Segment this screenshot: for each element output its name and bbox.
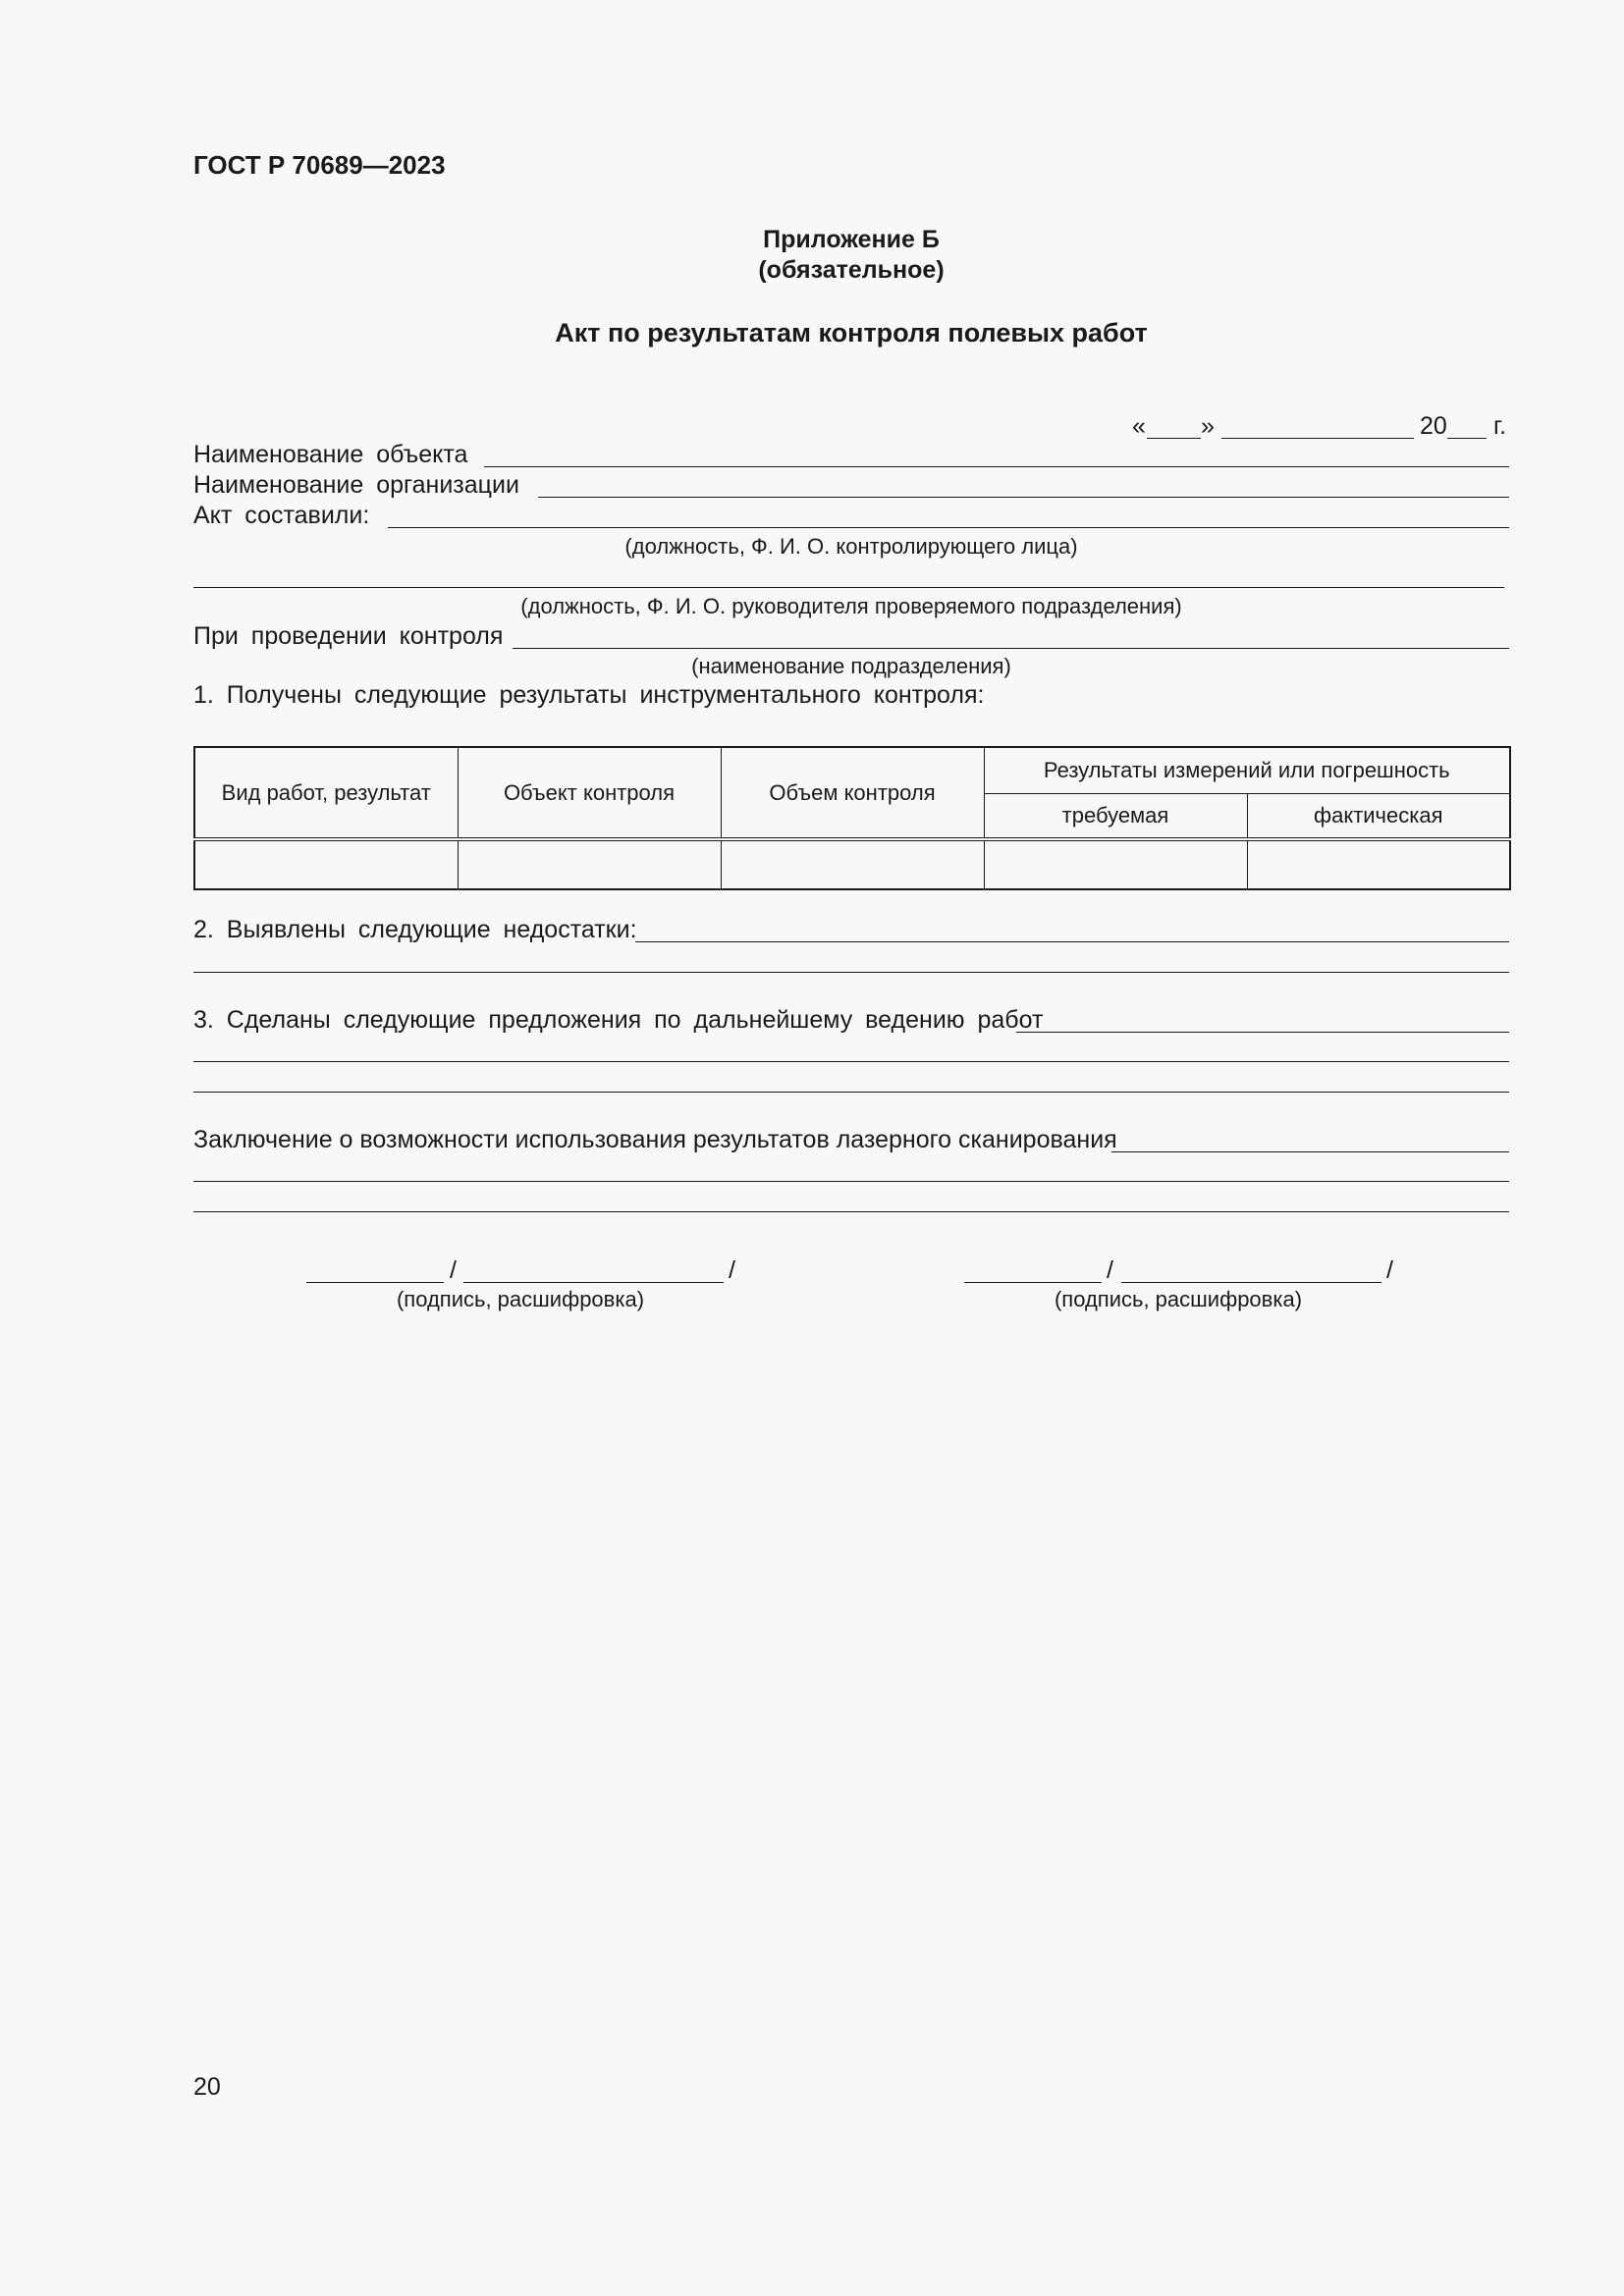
manager-blank[interactable] [193, 587, 1504, 588]
table-cell[interactable] [194, 839, 458, 889]
date-year-blank[interactable] [1447, 438, 1487, 439]
table-cell[interactable] [458, 839, 721, 889]
control-during-blank[interactable] [513, 648, 1509, 649]
table-cell[interactable] [721, 839, 984, 889]
signature-left-sign-blank[interactable] [306, 1282, 444, 1283]
signature-right-name-blank[interactable] [1121, 1282, 1381, 1283]
signature-right-slash-2: / [1386, 1256, 1393, 1284]
organization-name-label: Наименование организации [193, 471, 519, 499]
section-3-blank-2[interactable] [193, 1061, 1509, 1062]
table-cell[interactable] [1247, 839, 1510, 889]
appendix-status: (обязательное) [758, 256, 945, 284]
control-during-hint: (наименование подразделения) [691, 654, 1011, 678]
appendix-title: Приложение Б [763, 226, 940, 253]
results-table [193, 746, 1511, 890]
date-open-quote: « [1132, 412, 1146, 440]
table-header-control-volume: Объем контроля [721, 747, 984, 839]
signature-left-name-blank[interactable] [463, 1282, 724, 1283]
date-month-blank[interactable] [1221, 438, 1414, 439]
signature-right-slash-1: / [1107, 1256, 1113, 1284]
date-year-suffix: г. [1493, 412, 1507, 440]
conclusion-blank-2[interactable] [193, 1181, 1509, 1182]
control-during-label: При проведении контроля [193, 622, 504, 650]
table-row [194, 839, 1510, 889]
conclusion-blank-1[interactable] [1111, 1151, 1509, 1152]
conclusion-text: Заключение о возможности использования результатов лазерного сканирования [193, 1126, 1117, 1153]
compiled-by-hint: (должность, Ф. И. О. контролирующего лица) [624, 534, 1078, 559]
object-name-blank[interactable] [484, 466, 1509, 467]
compiled-by-blank[interactable] [388, 527, 1509, 528]
table-header-work-type: Вид работ, результат [194, 747, 458, 839]
organization-name-blank[interactable] [538, 497, 1509, 498]
document-title: Акт по результатам контроля полевых работ [555, 318, 1148, 347]
date-close-quote: » [1201, 412, 1215, 440]
section-3-text: 3. Сделаны следующие предложения по дальнейшему ведению работ [193, 1006, 1044, 1034]
signature-left-hint: (подпись, расшифровка) [396, 1287, 645, 1311]
section-1-text: 1. Получены следующие результаты инструментального контроля: [193, 681, 985, 709]
table-header-measurement-results: Результаты измерений или погрешность [984, 747, 1510, 794]
object-name-label: Наименование объекта [193, 441, 468, 468]
section-2-blank-1[interactable] [635, 941, 1509, 942]
date-day-blank[interactable] [1147, 438, 1201, 439]
document-code: ГОСТ Р 70689—2023 [193, 150, 446, 180]
page-number: 20 [193, 2073, 221, 2101]
signature-right-sign-blank[interactable] [964, 1282, 1102, 1283]
date-year-prefix: 20 [1420, 412, 1447, 440]
table-subheader-actual: фактическая [1247, 794, 1510, 840]
signature-right-hint: (подпись, расшифровка) [1054, 1287, 1303, 1311]
section-3-blank-1[interactable] [1016, 1032, 1509, 1033]
table-cell[interactable] [984, 839, 1247, 889]
conclusion-blank-3[interactable] [193, 1211, 1509, 1212]
signature-left-slash-2: / [729, 1256, 735, 1284]
section-3-blank-3[interactable] [193, 1092, 1509, 1093]
section-2-text: 2. Выявлены следующие недостатки: [193, 916, 637, 943]
manager-hint: (должность, Ф. И. О. руководителя проверяемого подразделения) [520, 594, 1182, 618]
table-header-control-object: Объект контроля [458, 747, 721, 839]
signature-left-slash-1: / [450, 1256, 457, 1284]
section-2-blank-2[interactable] [193, 972, 1509, 973]
table-subheader-required: требуемая [984, 794, 1247, 840]
compiled-by-label: Акт составили: [193, 502, 370, 529]
